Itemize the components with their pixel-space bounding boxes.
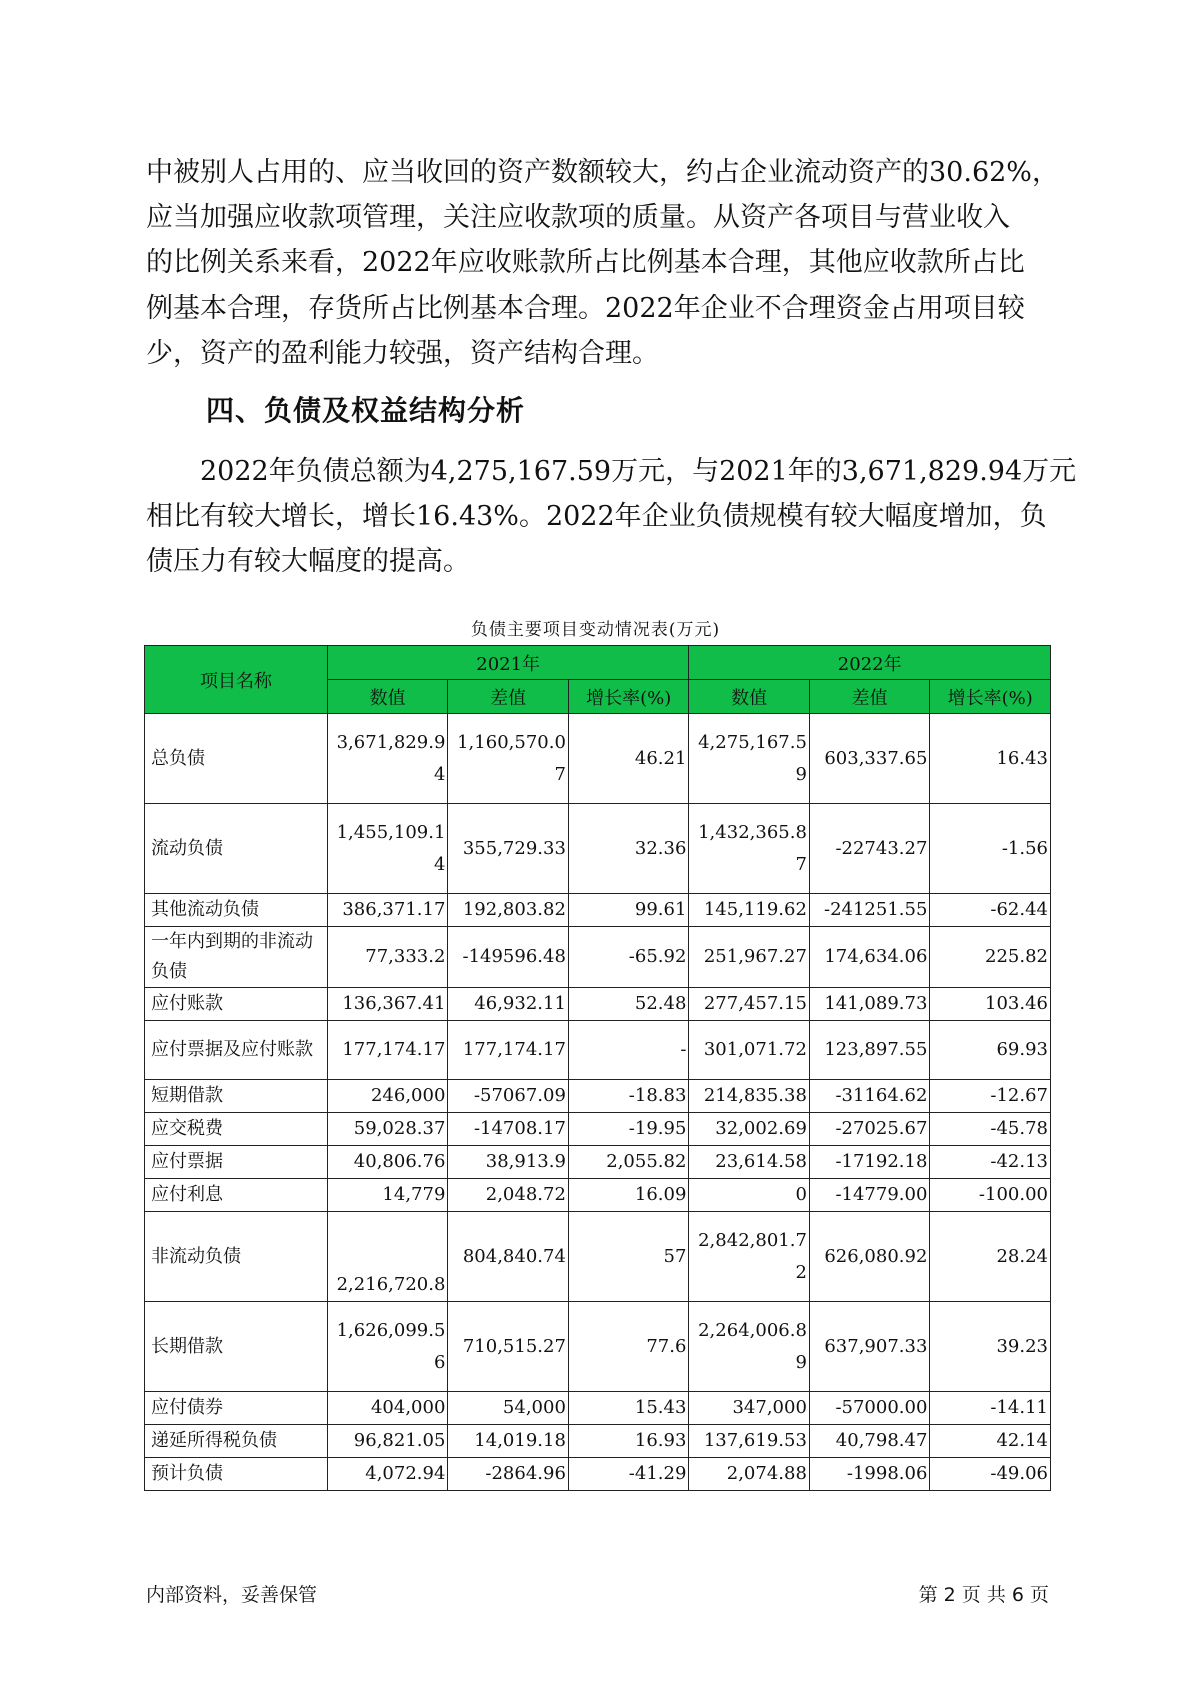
cell-item-name: 非流动负债: [145, 1212, 328, 1302]
cell-diff-2021: -14708.17: [448, 1113, 569, 1146]
table-row: [145, 1113, 1051, 1146]
cell-value-2021: 40,806.76: [327, 1146, 448, 1179]
cell-rate-2022: -100.00: [930, 1179, 1051, 1212]
cell-diff-2022: 603,337.65: [809, 714, 930, 804]
table-row: [145, 1146, 1051, 1179]
cell-value-2022: 2,842,801.72: [689, 1212, 810, 1302]
table-row: [145, 894, 1051, 927]
cell-value-2021: 3,671,829.94: [327, 714, 448, 804]
cell-diff-2021: -57067.09: [448, 1080, 569, 1113]
cell-item-name: 应付账款: [145, 988, 328, 1021]
header-rate-2021: 增长率(%): [568, 680, 689, 714]
cell-rate-2021: 16.93: [568, 1425, 689, 1458]
cell-diff-2022: -57000.00: [809, 1392, 930, 1425]
table-row: [145, 1458, 1051, 1491]
header-value-2021: 数值: [327, 680, 448, 714]
header-diff-2022: 差值: [809, 680, 930, 714]
cell-value-2021: 4,072.94: [327, 1458, 448, 1491]
cell-diff-2021: 192,803.82: [448, 894, 569, 927]
cell-diff-2022: -22743.27: [809, 804, 930, 894]
cell-rate-2022: 28.24: [930, 1212, 1051, 1302]
cell-rate-2021: 46.21: [568, 714, 689, 804]
cell-value-2022: 347,000: [689, 1392, 810, 1425]
cell-item-name: 一年内到期的非流动负债: [145, 927, 328, 988]
cell-item-name: 应付票据: [145, 1146, 328, 1179]
table-caption: 负债主要项目变动情况表(万元): [470, 620, 721, 640]
cell-diff-2021: 804,840.74: [448, 1212, 569, 1302]
cell-rate-2022: 225.82: [930, 927, 1051, 988]
cell-rate-2021: -: [568, 1021, 689, 1080]
cell-value-2022: 277,457.15: [689, 988, 810, 1021]
cell-diff-2022: -31164.62: [809, 1080, 930, 1113]
cell-rate-2022: -1.56: [930, 804, 1051, 894]
cell-rate-2021: 52.48: [568, 988, 689, 1021]
cell-value-2022: 2,264,006.89: [689, 1302, 810, 1392]
cell-diff-2021: 46,932.11: [448, 988, 569, 1021]
cell-rate-2022: -49.06: [930, 1458, 1051, 1491]
cell-diff-2021: 710,515.27: [448, 1302, 569, 1392]
cell-diff-2022: -17192.18: [809, 1146, 930, 1179]
cell-value-2022: 32,002.69: [689, 1113, 810, 1146]
cell-value-2021: 77,333.2: [327, 927, 448, 988]
table-row: [145, 804, 1051, 894]
cell-diff-2021: 14,019.18: [448, 1425, 569, 1458]
section-heading: 四、负债及权益结构分析: [206, 394, 526, 427]
cell-diff-2022: 141,089.73: [809, 988, 930, 1021]
header-item-name: 项目名称: [145, 646, 328, 714]
cell-rate-2022: 69.93: [930, 1021, 1051, 1080]
table-row: [145, 1302, 1051, 1392]
cell-diff-2022: 123,897.55: [809, 1021, 930, 1080]
cell-rate-2021: -19.95: [568, 1113, 689, 1146]
cell-rate-2022: 103.46: [930, 988, 1051, 1021]
cell-item-name: 短期借款: [145, 1080, 328, 1113]
paragraph-line: 少，资产的盈利能力较强，资产结构合理。: [146, 337, 659, 369]
cell-rate-2021: 15.43: [568, 1392, 689, 1425]
cell-value-2022: 4,275,167.59: [689, 714, 810, 804]
cell-diff-2021: 177,174.17: [448, 1021, 569, 1080]
cell-rate-2021: 32.36: [568, 804, 689, 894]
paragraph-line: 应当加强应收款项管理，关注应收款项的质量。从资产各项目与营业收入: [146, 202, 1010, 234]
header-rate-2022: 增长率(%): [930, 680, 1051, 714]
footer-confidential-note: 内部资料，妥善保管: [146, 1584, 318, 1606]
cell-value-2022: 1,432,365.87: [689, 804, 810, 894]
header-year-2022: 2022年: [689, 646, 1051, 680]
cell-diff-2022: 40,798.47: [809, 1425, 930, 1458]
cell-value-2022: 251,967.27: [689, 927, 810, 988]
paragraph-liability-summary: [146, 449, 1077, 585]
footer-page-number: 第 2 页 共 6 页: [918, 1584, 1049, 1606]
paragraph-line: 2022年负债总额为4,275,167.59万元，与2021年的3,671,829.94万元: [200, 456, 1077, 487]
paragraph-line: 的比例关系来看，2022年应收账款所占比例基本合理，其他应收款所占比: [146, 247, 1025, 279]
header-diff-2021: 差值: [448, 680, 569, 714]
cell-value-2022: 2,074.88: [689, 1458, 810, 1491]
cell-value-2022: 23,614.58: [689, 1146, 810, 1179]
cell-value-2022: 301,071.72: [689, 1021, 810, 1080]
cell-diff-2022: 626,080.92: [809, 1212, 930, 1302]
cell-value-2021: 177,174.17: [327, 1021, 448, 1080]
cell-diff-2021: -2864.96: [448, 1458, 569, 1491]
cell-rate-2022: -12.67: [930, 1080, 1051, 1113]
cell-diff-2022: -14779.00: [809, 1179, 930, 1212]
cell-value-2022: 137,619.53: [689, 1425, 810, 1458]
cell-rate-2022: 16.43: [930, 714, 1051, 804]
cell-item-name: 应付票据及应付账款: [145, 1021, 328, 1080]
cell-value-2021: 2,216,720.8: [327, 1212, 448, 1302]
table-row: [145, 1021, 1051, 1080]
cell-diff-2022: 174,634.06: [809, 927, 930, 988]
paragraph-asset-structure: [146, 150, 1059, 376]
cell-rate-2022: -42.13: [930, 1146, 1051, 1179]
cell-value-2021: 246,000: [327, 1080, 448, 1113]
paragraph-line: 相比有较大增长，增长16.43%。2022年企业负债规模有较大幅度增加，负: [146, 501, 1047, 533]
cell-value-2022: 0: [689, 1179, 810, 1212]
cell-value-2021: 136,367.41: [327, 988, 448, 1021]
table-row: [145, 714, 1051, 804]
cell-rate-2021: 16.09: [568, 1179, 689, 1212]
cell-item-name: 应交税费: [145, 1113, 328, 1146]
cell-rate-2021: -41.29: [568, 1458, 689, 1491]
cell-rate-2022: 42.14: [930, 1425, 1051, 1458]
cell-item-name: 总负债: [145, 714, 328, 804]
cell-item-name: 预计负债: [145, 1458, 328, 1491]
cell-rate-2021: 2,055.82: [568, 1146, 689, 1179]
cell-value-2021: 59,028.37: [327, 1113, 448, 1146]
cell-rate-2021: -18.83: [568, 1080, 689, 1113]
cell-diff-2021: 38,913.9: [448, 1146, 569, 1179]
cell-rate-2022: -62.44: [930, 894, 1051, 927]
cell-value-2022: 145,119.62: [689, 894, 810, 927]
cell-diff-2022: -1998.06: [809, 1458, 930, 1491]
cell-value-2021: 1,626,099.56: [327, 1302, 448, 1392]
cell-value-2022: 214,835.38: [689, 1080, 810, 1113]
header-value-2022: 数值: [689, 680, 810, 714]
cell-diff-2022: -241251.55: [809, 894, 930, 927]
cell-value-2021: 404,000: [327, 1392, 448, 1425]
header-year-2021: 2021年: [327, 646, 689, 680]
cell-diff-2021: 54,000: [448, 1392, 569, 1425]
table-row: [145, 1080, 1051, 1113]
cell-rate-2021: 57: [568, 1212, 689, 1302]
cell-item-name: 其他流动负债: [145, 894, 328, 927]
table-row: [145, 1392, 1051, 1425]
cell-value-2021: 96,821.05: [327, 1425, 448, 1458]
table-row: [145, 1212, 1051, 1302]
cell-diff-2021: 2,048.72: [448, 1179, 569, 1212]
cell-value-2021: 14,779: [327, 1179, 448, 1212]
cell-diff-2021: 355,729.33: [448, 804, 569, 894]
cell-diff-2022: -27025.67: [809, 1113, 930, 1146]
cell-diff-2021: 1,160,570.07: [448, 714, 569, 804]
cell-item-name: 递延所得税负债: [145, 1425, 328, 1458]
cell-rate-2021: -65.92: [568, 927, 689, 988]
liability-table: [144, 645, 1051, 1491]
table-row: [145, 927, 1051, 988]
cell-item-name: 长期借款: [145, 1302, 328, 1392]
cell-item-name: 流动负债: [145, 804, 328, 894]
cell-value-2021: 1,455,109.14: [327, 804, 448, 894]
cell-rate-2022: 39.23: [930, 1302, 1051, 1392]
cell-item-name: 应付债券: [145, 1392, 328, 1425]
table-row: [145, 988, 1051, 1021]
paragraph-line: 债压力有较大幅度的提高。: [146, 546, 470, 578]
cell-rate-2022: -14.11: [930, 1392, 1051, 1425]
cell-item-name: 应付利息: [145, 1179, 328, 1212]
paragraph-line: 中被别人占用的、应当收回的资产数额较大，约占企业流动资产的30.62%，: [146, 157, 1059, 188]
table-row: [145, 1179, 1051, 1212]
cell-rate-2022: -45.78: [930, 1113, 1051, 1146]
paragraph-line: 例基本合理，存货所占比例基本合理。2022年企业不合理资金占用项目较: [146, 292, 1025, 324]
cell-rate-2021: 77.6: [568, 1302, 689, 1392]
cell-value-2021: 386,371.17: [327, 894, 448, 927]
table-row: [145, 1425, 1051, 1458]
cell-diff-2022: 637,907.33: [809, 1302, 930, 1392]
cell-rate-2021: 99.61: [568, 894, 689, 927]
cell-diff-2021: -149596.48: [448, 927, 569, 988]
